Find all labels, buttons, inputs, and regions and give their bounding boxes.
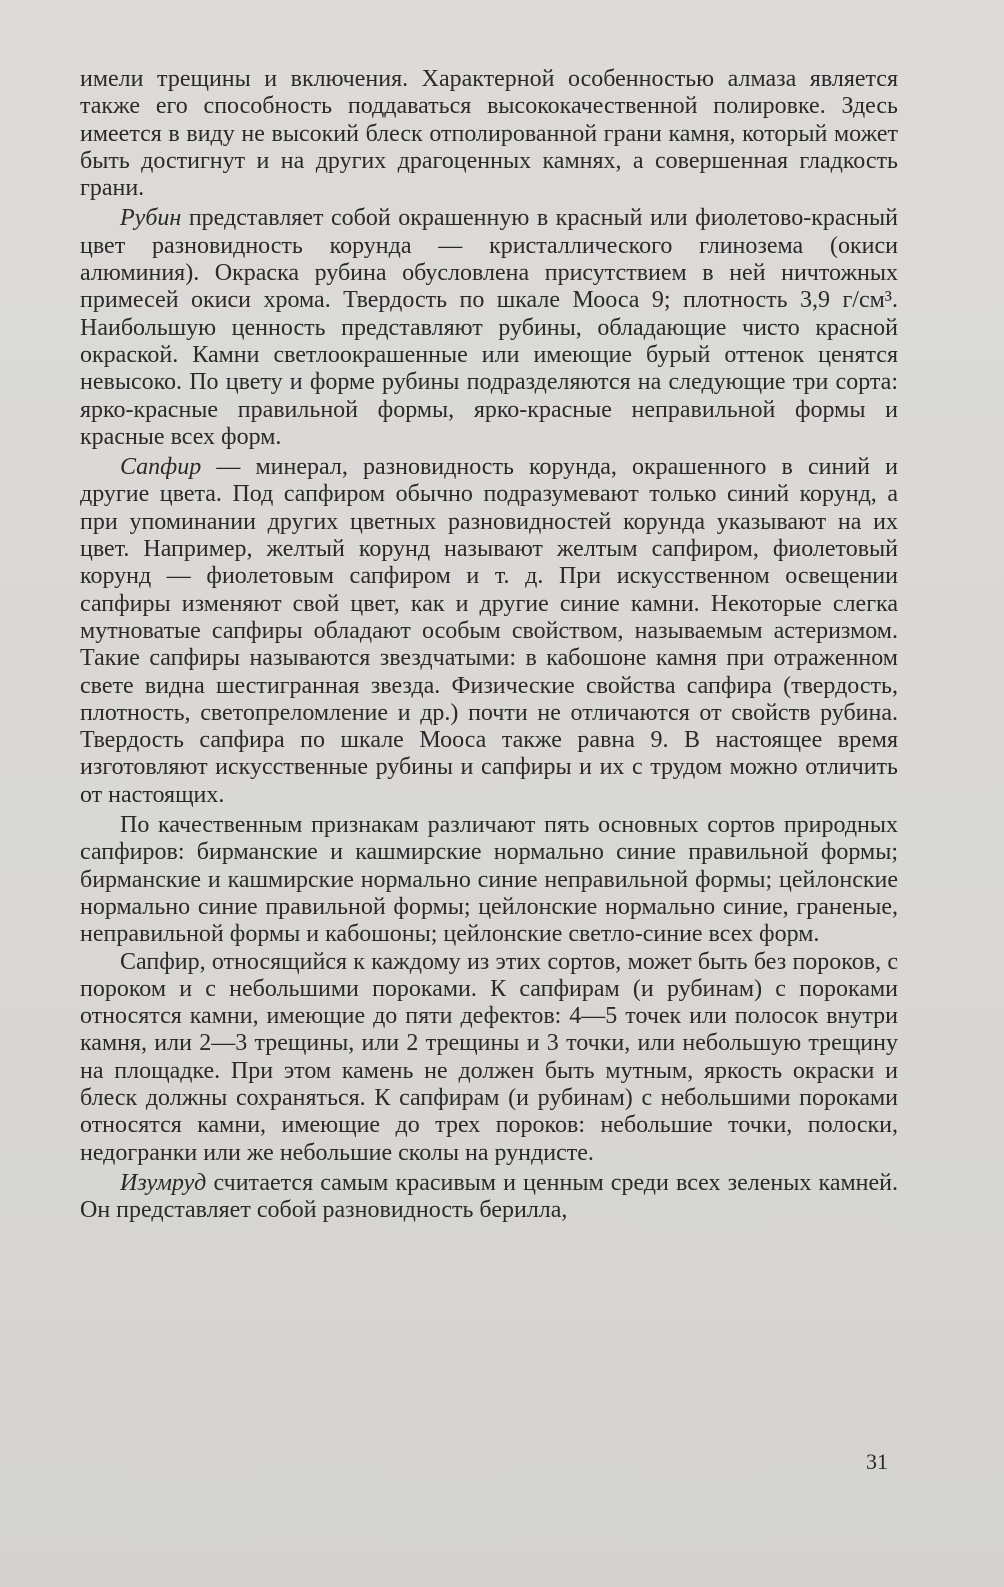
page-number: 31 bbox=[866, 1449, 888, 1474]
paragraph-text: считается самым красивым и ценным среди всех зеленых камней. Он представляет собой разновидность берилла, bbox=[80, 1169, 898, 1224]
page-body-text bbox=[80, 66, 898, 1224]
paragraph-sapphire-grades bbox=[80, 812, 898, 948]
paragraph-text: представляет собой окрашенную в красный или фиолетово-красный цвет разновидность корунда — кристаллического глинозема (окиси алюминия). Окраска рубина обусловлена присутствием в ней ничтожных примесей окиси хрома. Твердость по шкале Мооса 9; плотность 3,9 г/см³. Наибольшую ценность представляют рубины, обладающие чисто красной окраской. Камни светлоокрашенные или имеющие бурый оттенок ценятся невысоко. По цвету и форме рубины подразделяются на следующие три сорта: ярко-красные правильной формы, ярко-красные неправильной формы и красные всех форм. bbox=[80, 205, 898, 450]
term-ruby: Рубин bbox=[120, 205, 182, 232]
paragraph-ruby bbox=[80, 205, 898, 451]
paragraph-text: Сапфир, относящийся к каждому из этих сортов, может быть без пороков, с пороком и с небольшими пороками. К сапфирам (и рубинам) с пороками относятся камни, имеющие до пяти дефектов: 4—5 точек или полосок внутри камня, или 2—3 трещины, или 2 трещины и 3 точки, или небольшую трещину на площадке. При этом камень не должен быть мутным, яркость окраски и блеск должны сохраняться. К сапфирам (и рубинам) с небольшими пороками относятся камни, имеющие до трех пороков: небольшие точки, полоски, недогранки или же небольшие сколы на рундисте. bbox=[80, 948, 898, 1166]
term-emerald: Изумруд bbox=[120, 1169, 207, 1196]
paragraph-sapphire-defects bbox=[80, 949, 898, 1167]
paragraph-diamond-continuation bbox=[80, 66, 898, 202]
paragraph-sapphire bbox=[80, 454, 898, 809]
term-sapphire: Сапфир bbox=[120, 454, 202, 481]
paragraph-emerald bbox=[80, 1170, 898, 1225]
paragraph-text: — минерал, разновидность корунда, окрашенного в синий и другие цвета. Под сапфиром обычно подразумевают только синий корунд, а при упоминании других цветных разновидностей корунда указывают на их цвет. Например, желтый корунд называют желтым сапфиром, фиолетовый корунд — фиолетовым сапфиром и т. д. При искусственном освещении сапфиры изменяют свой цвет, как и другие синие камни. Некоторые слегка мутноватые сапфиры обладают особым свойством, называемым астеризмом. Такие сапфиры называются звездчатыми: в кабошоне камня при отраженном свете видна шестигранная звезда. Физические свойства сапфира (твердость, плотность, светопреломление и др.) почти не отличаются от свойств рубина. Твердость сапфира по шкале Мооса также равна 9. В настоящее время изготовляют искусственные рубины и сапфиры и их с трудом можно отличить от настоящих. bbox=[80, 454, 898, 808]
paragraph-text: По качественным признакам различают пять основных сортов природных сапфиров: бирманские и кашмирские нормально синие правильной формы; бирманские и кашмирские нормально синие неправильной формы; цейлонские нормально синие правильной формы; цейлонские нормально синие, граненые, неправильной формы и кабошоны; цейлонские светло-синие всех форм. bbox=[80, 812, 898, 948]
paragraph-text: имели трещины и включения. Характерной особенностью алмаза является также его способность поддаваться высококачественной полировке. Здесь имеется в виду не высокий блеск отполированной грани камня, который может быть достигнут и на других драгоценных камнях, а совершенная гладкость грани. bbox=[80, 66, 898, 202]
